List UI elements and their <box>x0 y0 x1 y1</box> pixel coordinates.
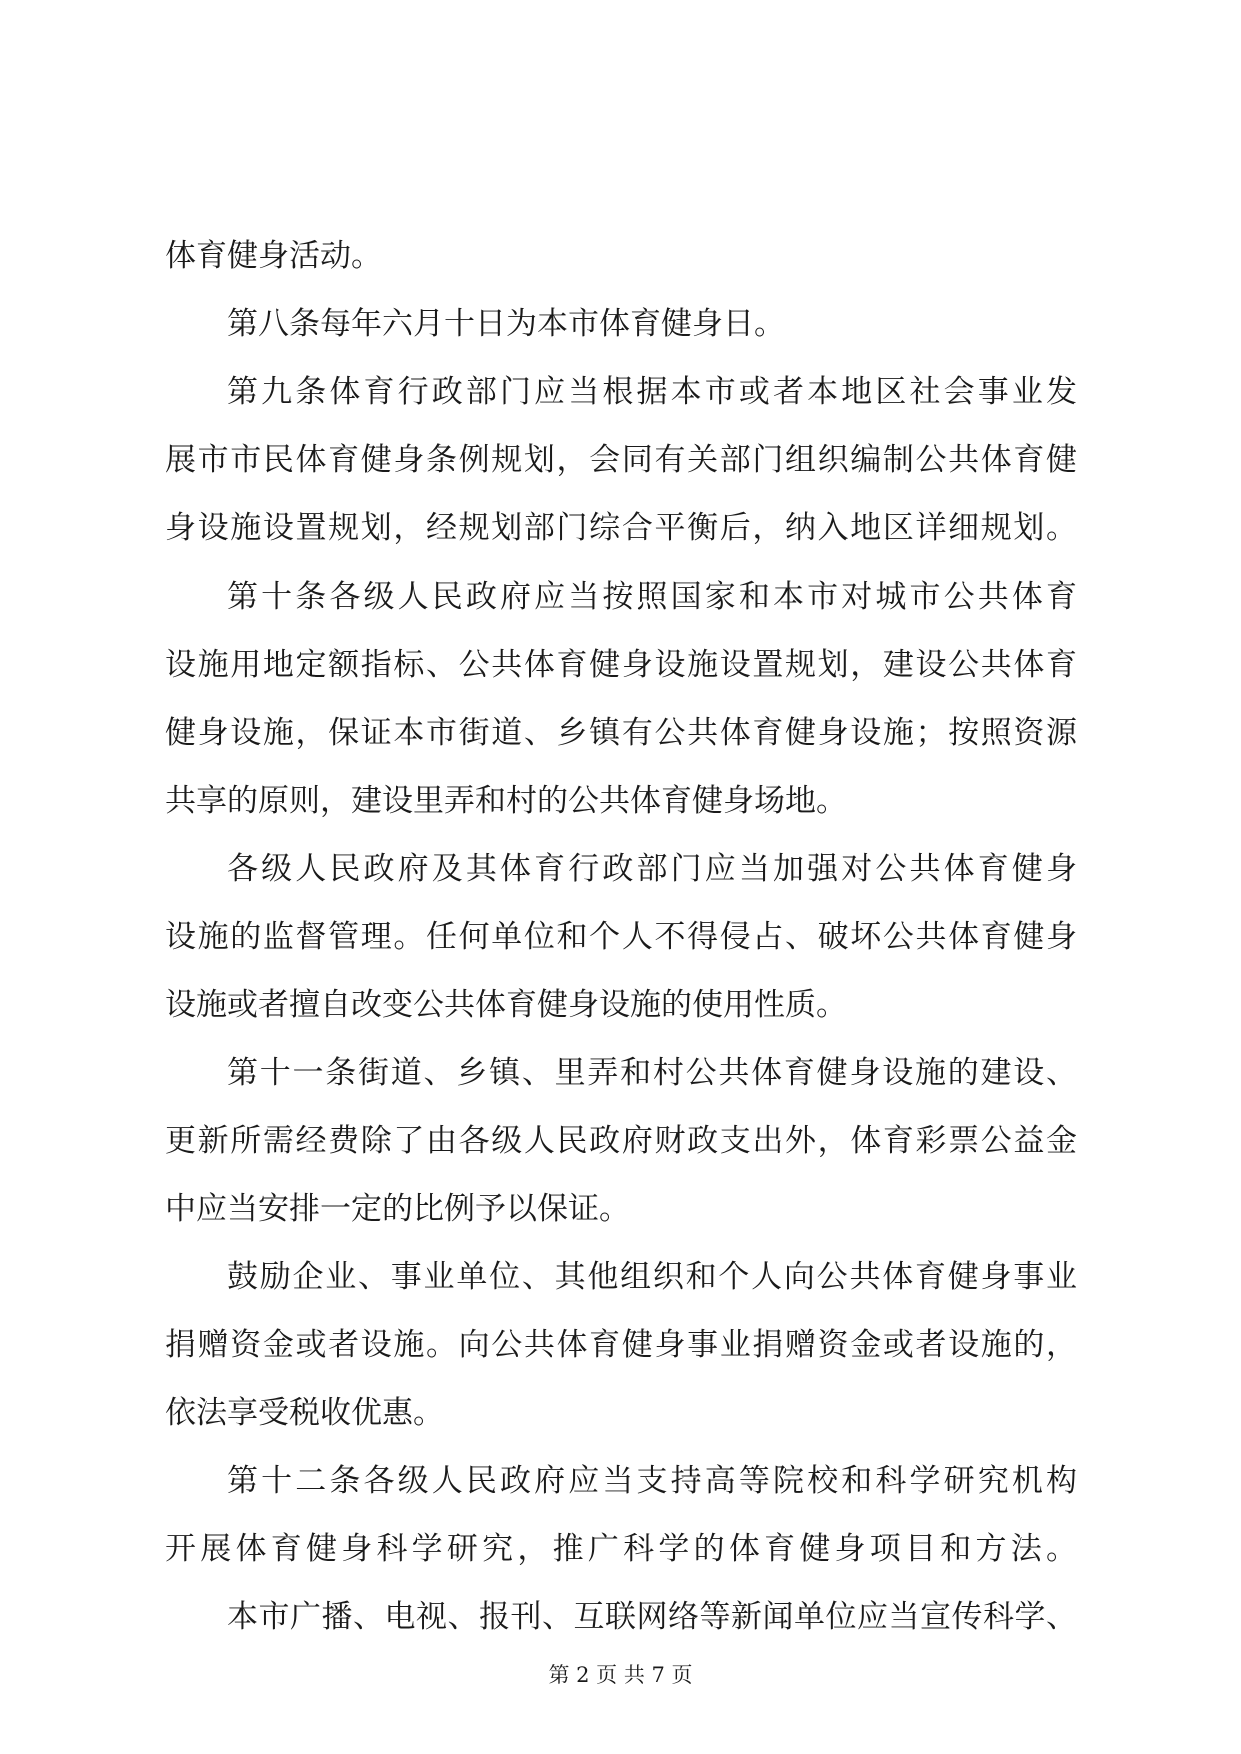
article-10-line: 第十条各级人民政府应当按照国家和本市对城市公共体育 <box>227 579 1077 615</box>
body-text-line: 开展体育健身科学研究，推广科学的体育健身项目和方法。 <box>165 1531 1077 1567</box>
body-text-line: 身设施设置规划，经规划部门综合平衡后，纳入地区详细规划。 <box>165 510 1077 546</box>
page-number-footer: 第 2 页 共 7 页 <box>548 1663 693 1687</box>
article-11-line: 第十一条街道、乡镇、里弄和村公共体育健身设施的建设、 <box>227 1055 1077 1091</box>
body-text-line: 设施的监督管理。任何单位和个人不得侵占、破坏公共体育健身 <box>165 919 1077 955</box>
body-text-line: 共享的原则，建设里弄和村的公共体育健身场地。 <box>165 783 847 819</box>
article-12-line: 第十二条各级人民政府应当支持高等院校和科学研究机构 <box>227 1463 1077 1499</box>
body-text-line: 捐赠资金或者设施。向公共体育健身事业捐赠资金或者设施的， <box>165 1327 1077 1363</box>
paragraph-line: 本市广播、电视、报刊、互联网络等新闻单位应当宣传科学、 <box>227 1599 1077 1635</box>
article-9-line: 第九条体育行政部门应当根据本市或者本地区社会事业发 <box>227 374 1077 410</box>
body-text-line: 中应当安排一定的比例予以保证。 <box>165 1191 630 1227</box>
paragraph-line: 鼓励企业、事业单位、其他组织和个人向公共体育健身事业 <box>227 1259 1077 1295</box>
body-text-line: 设施或者擅自改变公共体育健身设施的使用性质。 <box>165 987 847 1023</box>
article-8-line: 第八条每年六月十日为本市体育健身日。 <box>227 306 785 342</box>
body-text-line: 依法享受税收优惠。 <box>165 1395 444 1431</box>
body-text-line: 展市市民体育健身条例规划，会同有关部门组织编制公共体育健 <box>165 442 1077 478</box>
body-text-line: 更新所需经费除了由各级人民政府财政支出外，体育彩票公益金 <box>165 1123 1077 1159</box>
body-text-line: 健身设施，保证本市街道、乡镇有公共体育健身设施；按照资源 <box>165 715 1077 751</box>
body-text-line: 设施用地定额指标、公共体育健身设施设置规划，建设公共体育 <box>165 647 1077 683</box>
body-text-line: 体育健身活动。 <box>165 238 382 274</box>
paragraph-line: 各级人民政府及其体育行政部门应当加强对公共体育健身 <box>227 851 1077 887</box>
